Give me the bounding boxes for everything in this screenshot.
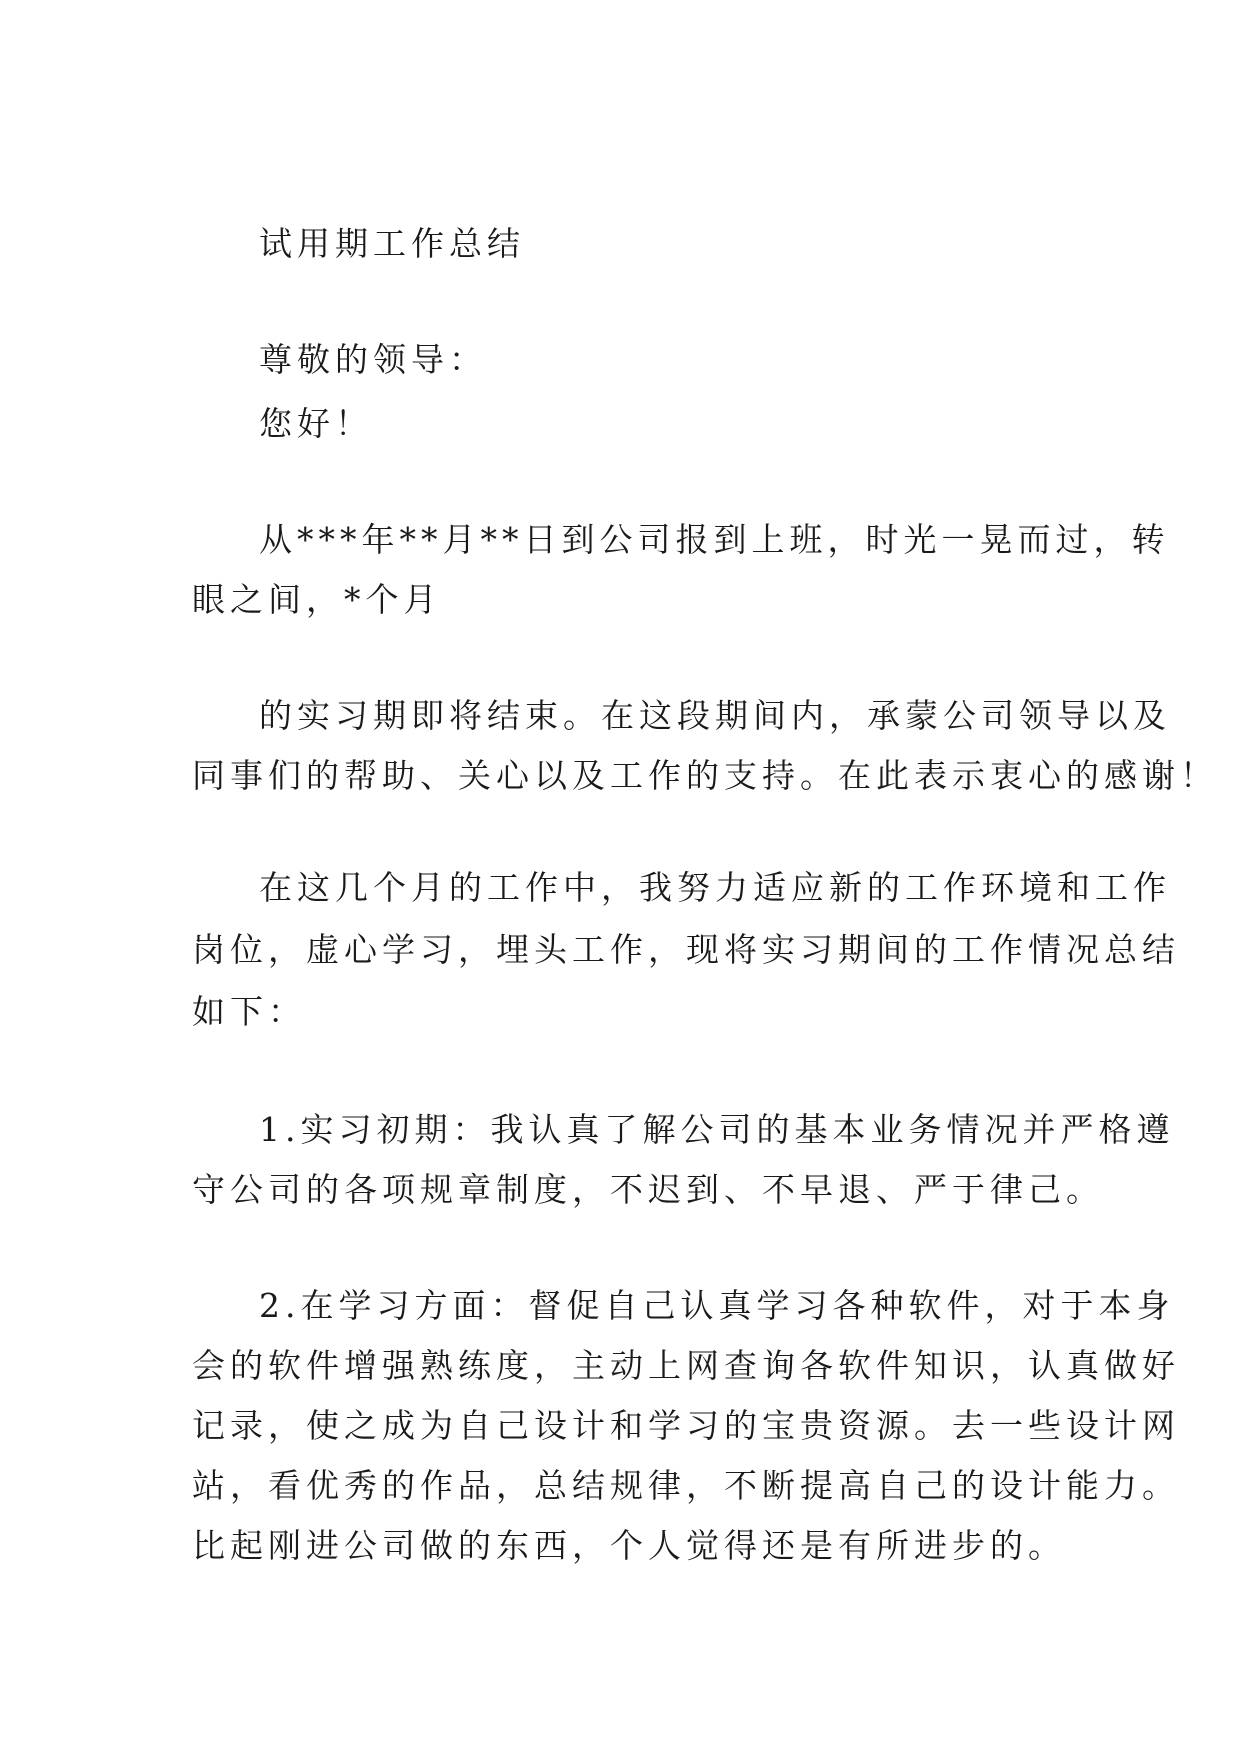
paragraph-line: 的实习期即将结束。在这段期间内，承蒙公司领导以及 <box>259 696 1171 735</box>
paragraph-line: 同事们的帮助、关心以及工作的支持。在此表示衷心的感谢！ <box>192 756 1218 795</box>
paragraph-line: 从***年**月**日到公司报到上班，时光一晃而过，转 <box>259 520 1170 559</box>
document-title: 试用期工作总结 <box>259 224 525 263</box>
paragraph-line: 岗位，虚心学习，埋头工作，现将实习期间的工作情况总结 <box>192 930 1180 969</box>
paragraph-line: 比起刚进公司做的东西，个人觉得还是有所进步的。 <box>192 1526 1066 1565</box>
paragraph-line: 会的软件增强熟练度，主动上网查询各软件知识，认真做好 <box>192 1346 1180 1385</box>
salutation: 尊敬的领导： <box>259 340 487 379</box>
paragraph-line: 1.实习初期：我认真了解公司的基本业务情况并严格遵 <box>259 1110 1175 1149</box>
paragraph-line: 眼之间，*个月 <box>192 580 442 619</box>
paragraph-line: 在这几个月的工作中，我努力适应新的工作环境和工作 <box>259 868 1171 907</box>
paragraph-line: 如下： <box>192 992 306 1031</box>
paragraph-line: 记录，使之成为自己设计和学习的宝贵资源。去一些设计网 <box>192 1406 1180 1445</box>
paragraph-line: 2.在学习方面：督促自己认真学习各种软件，对于本身 <box>259 1286 1175 1325</box>
paragraph-line: 守公司的各项规章制度，不迟到、不早退、严于律己。 <box>192 1170 1104 1209</box>
paragraph-line: 站，看优秀的作品，总结规律，不断提高自己的设计能力。 <box>192 1466 1180 1505</box>
greeting: 您好！ <box>259 404 373 443</box>
